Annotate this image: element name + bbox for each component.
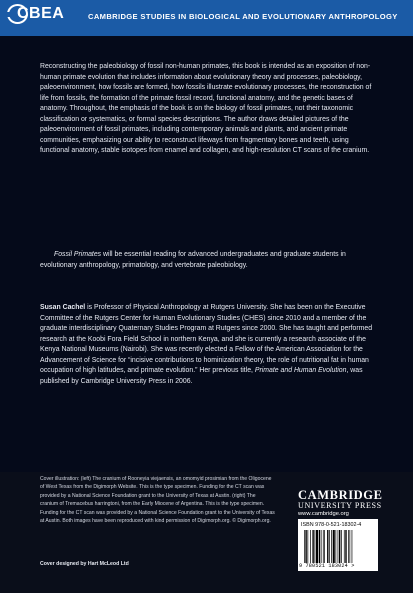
publisher-subname: UNIVERSITY PRESS (298, 501, 382, 510)
author-name: Susan Cachel (40, 304, 86, 311)
cbea-logo (7, 4, 64, 24)
logo-text: CBEA (17, 5, 65, 22)
barcode-panel (298, 519, 378, 571)
series-title: CAMBRIDGE STUDIES IN BIOLOGICAL AND EVOLUTIONARY ANTHROPOLOGY (88, 12, 398, 21)
description-paragraph: Reconstructing the paleobiology of fossil non-human primates, this book is intended as an exposition of non-human primate evolution that includes information about evolutionary theory and processes, paleobiology, paleoenvironment, how fossils are formed, how fossils illustrate evolutionary processes, the reconstruction of life from fossils, the formation of the primate fossil record, functional anatomy, and the genetic bases of anatomy. Throughout, the emphasis of the book is on the biology of fossil primates, not their taxonomic classification or systematics, or formal species descriptions. The author draws detailed pictures of the paleoenvironment of fossil primates, including contemporary animals and plants, and ancient primate communities, emphasizing our ability to reconstruct lifeways from fragmentary bones and teeth, using functional anatomy, stable isotopes from enamel and collagen, and high-resolution CT scans of the cranium. (40, 63, 372, 155)
audience-paragraph (40, 250, 380, 271)
publisher-logo (298, 489, 388, 517)
publisher-name: CAMBRIDGE (298, 488, 383, 502)
author-bio-text-1: is Professor of Physical Anthropology at Rutgers University. She has been on the Executive Committee of the Rutgers Center for Human Evolutionary Studies (CHES) since 2010 and a member of the graduate interdisciplinary Quaternary Studies Program at Rutgers since 2000. She has taught and performed research at the Koobi Fora Field School in northern Kenya, and she is currently a research associate of the Kenya National Museums (Nairobi). She was recently elected a Fellow of the American Association for the Advancement of Science for “incisive contributions to hominization theory, the role of nutritional fat in human occupation of high latitudes, and primate evolution.” Her previous title, (40, 304, 373, 375)
author-bio-text-2: , was published by Cambridge University Press in 2006. (40, 367, 363, 385)
logo-ring-icon (7, 4, 28, 24)
barcode-icon (304, 530, 368, 563)
publisher-url: www.cambridge.org (298, 511, 349, 517)
author-bio (40, 303, 380, 387)
audience-text: will be essential reading for advanced undergraduates and graduate students in evolutionary anthropology, primatology, and vertebrate paleobiology. (40, 251, 346, 269)
book-title: Fossil Primates (54, 251, 102, 258)
cover-designer: Cover designed by Hart McLeod Ltd (40, 561, 129, 567)
cover-illustration-credits: Cover illustration: (left) The cranium of Rooneyia viejaensis, an omomyid prosimian from the Oligocene of West Texas from the Digimorph Website. This is the type specimen. Funding for the CT scan was provided by a National Science Foundation grant to the University of Texas at Austin. (right) The cranium of Tremacebus harringtoni, from the Early Miocene of Argentina. This is the type specimen. Funding for the CT scan was provided by a National Science Foundation grant to the University of Texas at Austin. Both images have been reproduced with kind permission of Digimorph.org. © Digimorph.org. (40, 476, 275, 525)
previous-title: Primate and Human Evolution (254, 367, 347, 375)
barcode-digits: 9 780521 183024 > (299, 563, 355, 569)
isbn-text: ISBN 978-0-521-18302-4 (301, 522, 362, 528)
series-header (0, 0, 413, 36)
